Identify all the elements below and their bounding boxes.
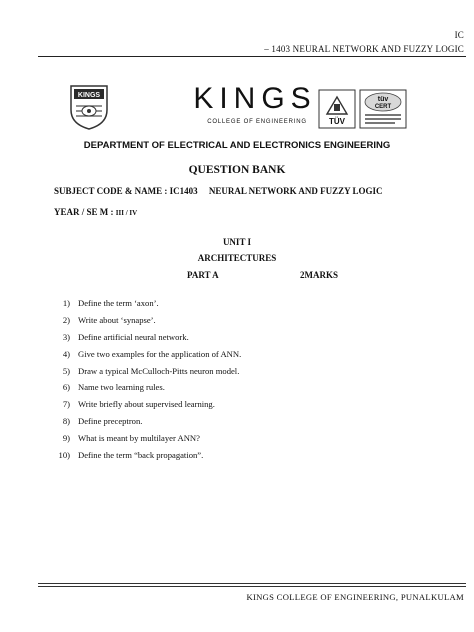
- question-number: 7): [62, 399, 70, 410]
- question-number: 1): [62, 298, 70, 308]
- marks-label: 2MARKS: [300, 270, 338, 280]
- question-text: Give two examples for the application of ANN.: [78, 348, 242, 359]
- question-text: What is meant by multilayer ANN?: [78, 433, 200, 444]
- shield-text: KINGS: [77, 92, 101, 99]
- question-text: Define the term ‘axon’.: [78, 298, 159, 308]
- list-item: [56, 399, 241, 416]
- college-tagline: COLLEGE OF ENGINEERING: [207, 119, 307, 125]
- list-item: [56, 450, 241, 467]
- question-number: 2): [62, 314, 70, 325]
- unit-heading: UNIT I: [222, 237, 252, 247]
- college-shield-logo: [68, 84, 110, 130]
- header-subtitle: – 1403 NEURAL NETWORK AND FUZZY LOGIC: [264, 44, 464, 54]
- question-number: 4): [62, 348, 70, 359]
- question-text: Write briefly about supervised learning.: [78, 399, 215, 410]
- list-item: [56, 332, 241, 349]
- question-number: 3): [62, 331, 70, 342]
- list-item: [56, 315, 241, 332]
- question-number: 10): [58, 450, 70, 461]
- question-list: [56, 298, 241, 467]
- list-item: [56, 433, 241, 450]
- question-text: Draw a typical McCulloch-Pitts neuron model.: [78, 365, 240, 376]
- list-item: [56, 366, 241, 383]
- question-text: Name two learning rules.: [78, 382, 165, 393]
- year-value: III / IV: [115, 209, 138, 217]
- question-number: 5): [62, 365, 70, 376]
- footer-college-name: KINGS COLLEGE OF ENGINEERING, PUNALKULAM: [246, 592, 464, 602]
- cert-right-top: tüv: [377, 96, 389, 103]
- tuv-certification-logo: [318, 89, 408, 129]
- part-label: PART A: [187, 270, 219, 280]
- question-text: Define artificial neural network.: [78, 331, 189, 342]
- list-item: [56, 349, 241, 366]
- cert-left-text: TÜV: [329, 117, 345, 126]
- list-item: [56, 298, 241, 315]
- question-number: 9): [62, 433, 70, 444]
- unit-title: ARCHITECTURES: [197, 253, 277, 263]
- year-semester: [54, 207, 137, 217]
- question-text: Write about ‘synapse’.: [78, 314, 156, 325]
- header-code: IC: [454, 30, 464, 40]
- subject-line: SUBJECT CODE & NAME : IC1403 NEURAL NETWORK AND FUZZY LOGIC: [54, 186, 383, 196]
- question-number: 8): [62, 416, 70, 427]
- header-rule: [38, 56, 466, 57]
- year-label: YEAR / SE M :: [54, 207, 114, 217]
- college-name-logo: KINGS: [193, 82, 317, 115]
- footer-rule-bottom: [38, 586, 466, 587]
- footer-rule-top: [38, 583, 466, 584]
- question-number: 6): [62, 382, 70, 393]
- question-text: Define preceptron.: [78, 416, 143, 427]
- department-heading: DEPARTMENT OF ELECTRICAL AND ELECTRONICS ENGINEERING: [83, 140, 391, 151]
- cert-right-mid: CERT: [374, 104, 392, 110]
- list-item: [56, 382, 241, 399]
- list-item: [56, 416, 241, 433]
- question-bank-title: QUESTION BANK: [188, 164, 286, 176]
- question-text: Define the term “back propagation”.: [78, 450, 204, 461]
